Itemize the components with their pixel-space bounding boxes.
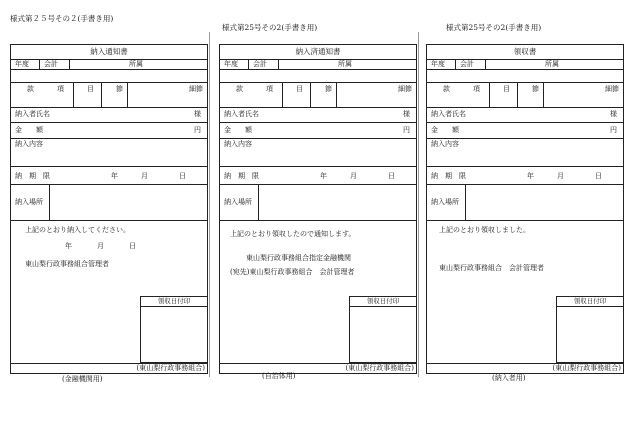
amount-label: 金 額 (431, 126, 459, 134)
nendo-label: 年度 (15, 60, 29, 68)
kaikei-label: 会計 (44, 60, 58, 68)
date-year-label: 年 (65, 242, 72, 250)
form-title: 納入済通知書 (295, 47, 341, 56)
moku-label: 目 (87, 85, 94, 93)
kaikei-label: 会計 (253, 60, 267, 68)
sama-label: 様 (194, 110, 201, 118)
addressee-text: (宛先)東山梨行政事務組合 会計管理者 (230, 268, 355, 276)
kou-label: 項 (57, 85, 64, 93)
paid-notice-form (219, 44, 417, 374)
due-day-label: 日 (388, 172, 395, 180)
payer-name-label: 納入者氏名 (15, 110, 50, 118)
kan-label: 款 (443, 85, 450, 93)
org-label: (東山梨行政事務組合) (345, 364, 414, 372)
due-year-label: 年 (320, 172, 327, 180)
setsu-label: 節 (325, 85, 332, 93)
due-day-label: 日 (595, 172, 602, 180)
due-day-label: 日 (179, 172, 186, 180)
amount-label: 金 額 (224, 126, 252, 134)
shozoku-label: 所属 (545, 60, 559, 68)
nendo-label: 年度 (431, 60, 445, 68)
form-title: 領収書 (513, 47, 537, 56)
due-date-label: 納 期 限 (431, 172, 466, 180)
due-date-label: 納 期 限 (15, 172, 50, 180)
yen-label: 円 (194, 126, 201, 134)
signatory-text: 東山梨行政事務組合 会計管理者 (439, 264, 544, 272)
setsu-label: 節 (532, 85, 539, 93)
kan-label: 款 (236, 85, 243, 93)
due-month-label: 月 (350, 172, 357, 180)
moku-label: 目 (503, 85, 510, 93)
saisetsu-label: 細節 (398, 85, 412, 93)
place-label: 納入場所 (15, 198, 43, 206)
amount-label: 金 額 (15, 126, 43, 134)
kou-label: 項 (266, 85, 273, 93)
date-month-label: 月 (97, 242, 104, 250)
org-label: (東山梨行政事務組合) (136, 364, 205, 372)
due-date-label: 納 期 限 (224, 172, 259, 180)
receipt-stamp-box (556, 296, 624, 363)
notice-form (10, 44, 208, 374)
bank-signatory-text: 東山梨行政事務組合指定金融機関 (246, 254, 351, 262)
sama-label: 様 (610, 110, 617, 118)
receipt-stamp-box (140, 296, 208, 363)
stamp-label: 領収日付印 (557, 297, 623, 307)
saisetsu-label: 細節 (189, 85, 203, 93)
due-year-label: 年 (111, 172, 118, 180)
signatory-text: 東山梨行政事務組合管理者 (25, 260, 109, 268)
nendo-label: 年度 (224, 60, 238, 68)
date-day-label: 日 (129, 242, 136, 250)
form-number-label-1: 様式第２５号その２(手書き用) (10, 14, 114, 23)
payer-name-label: 納入者氏名 (224, 110, 259, 118)
message-text: 上記のとおり領収したので通知します。 (230, 230, 356, 238)
kaikei-label: 会計 (460, 60, 474, 68)
shozoku-label: 所属 (129, 60, 143, 68)
sama-label: 様 (403, 110, 410, 118)
form-number-label-2: 様式第25号その2(手書き用) (222, 23, 318, 32)
stamp-label: 領収日付印 (141, 297, 207, 307)
separator-1 (209, 32, 210, 377)
kou-label: 項 (473, 85, 480, 93)
org-label: (東山梨行政事務組合) (552, 364, 621, 372)
kan-label: 款 (27, 85, 34, 93)
payer-name-label: 納入者氏名 (431, 110, 466, 118)
receipt-form (426, 44, 624, 374)
footer-municipality-copy: (自治体用) (262, 372, 296, 380)
footer-bank-copy: (金融機関用) (62, 375, 103, 383)
place-label: 納入場所 (224, 198, 252, 206)
yen-label: 円 (403, 126, 410, 134)
moku-label: 目 (296, 85, 303, 93)
stamp-label: 領収日付印 (350, 297, 416, 307)
message-text: 上記のとおり領収しました。 (439, 226, 530, 234)
content-label: 納入内容 (15, 140, 43, 148)
separator-2 (418, 32, 419, 377)
due-month-label: 月 (557, 172, 564, 180)
message-text: 上記のとおり納入してください。 (25, 226, 130, 234)
saisetsu-label: 細節 (605, 85, 619, 93)
footer-payer-copy: (納入者用) (492, 374, 526, 382)
content-label: 納入内容 (431, 140, 459, 148)
form-number-label-3: 様式第25号その2(手書き用) (446, 23, 542, 32)
shozoku-label: 所属 (338, 60, 352, 68)
place-label: 納入場所 (431, 198, 459, 206)
form-title: 納入通知書 (90, 47, 128, 56)
receipt-stamp-box (349, 296, 417, 363)
due-month-label: 月 (141, 172, 148, 180)
due-year-label: 年 (527, 172, 534, 180)
content-label: 納入内容 (224, 140, 252, 148)
yen-label: 円 (610, 126, 617, 134)
setsu-label: 節 (116, 85, 123, 93)
